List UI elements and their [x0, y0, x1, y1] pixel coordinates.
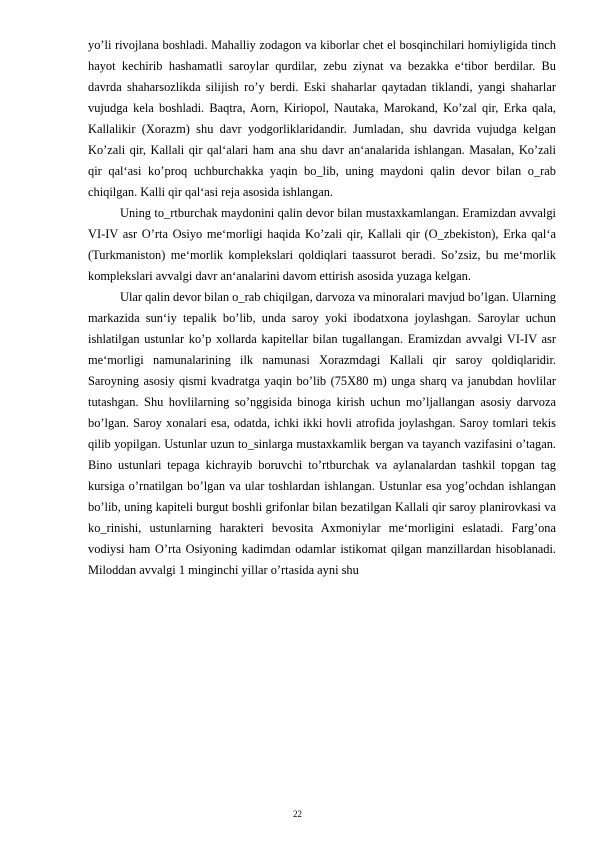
body-text [88, 35, 556, 581]
paragraph-2: Uning to_rtburchak maydonini qalin devor bilan mustaxkamlangan. Eramizdan avvalgi VI-IV asr O’rta Osiyo me‘morligi haqida Ko’zali qir, Kallali qir (O_zbekiston), Erka qal‘a (Turkmaniston) me‘morlik komplekslari qoldiqlari taassurot beradi. So’zsiz, bu me‘morlik komplekslari avvalgi davr an‘analarini davom ettirish asosida yuzaga kelgan. [88, 206, 556, 283]
page-number: 22 [293, 809, 302, 819]
paragraph-3: Ular qalin devor bilan o_rab chiqilgan, darvoza va minoralari mavjud bo’lgan. Ularning markazida sun‘iy tepalik bo’lib, unda saroy yoki ibodatxona joylashgan. Saroylar uchun ishlatilgan ustunlar ko’p xollarda kapitellar bilan tugallangan. Eramizdan avvalgi VI-IV asr me‘morligi namunalarining ilk namunasi Xorazmdagi Kallali qir saroy qoldiqlaridir. Saroyning asosiy qismi kvadratga yaqin bo’lib (75X80 m) unga sharq va janubdan hovlilar tutashgan. Shu hovlilarning so’nggisida binoga kirish uchun mo’ljallangan asosiy darvoza bo’lgan. Saroy xonalari esa, odatda, ichki ikki hovli atrofida joylashgan. Saroy tomlari tekis qilib yopilgan. Ustunlar uzun to_sinlarga mustaxkamlik bergan va tayanch vazifasini o’tagan. Bino ustunlari tepaga kichrayib boruvchi to’rtburchak va aylanalardan tashkil topgan tag kursiga o’rnatilgan bo’lgan va ular toshlardan ishlangan. Ustunlar esa yog’ochdan ishlangan bo’lib, uning kapiteli burgut boshli grifonlar bilan bezatilgan Kallali qir saroy planirovkasi va ko_rinishi, ustunlarning harakteri bevosita Axmoniylar me‘morligini eslatadi. Farg’ona vodiysi ham O’rta Osiyoning kadimdan odamlar istikomat qilgan manzillardan hisoblanadi. Miloddan avvalgi 1 minginchi yillar o’rtasida ayni shu [88, 290, 556, 577]
paragraph-1: yo’li rivojlana boshladi. Mahalliy zodagon va kiborlar chet el bosqinchilari homiyligida tinch hayot kechirib hashamatli saroylar qurdilar, zebu ziynat va bezakka e‘tibor berdilar. Bu davrda shaharsozlikda silijish ro’y berdi. Eski shaharlar qaytadan tiklandi, yangi shaharlar vujudga kela boshladi. Baqtra, Aorn, Kiriopol, Nautaka, Marokand, Ko’zal qir, Erka qala, Kallalikir (Xorazm) shu davr yodgorliklaridandir. Jumladan, shu davrida vujudga kelgan Ko’zali qir, Kallali qir qal‘alari ham ana shu davr an‘analarida ishlangan. Masalan, Ko’zali qir qal‘asi ko’proq uchburchakka yaqin bo_lib, uning maydoni qalin devor bilan o_rab chiqilgan. Kalli qir qal‘asi reja asosida ishlangan. [88, 38, 556, 199]
